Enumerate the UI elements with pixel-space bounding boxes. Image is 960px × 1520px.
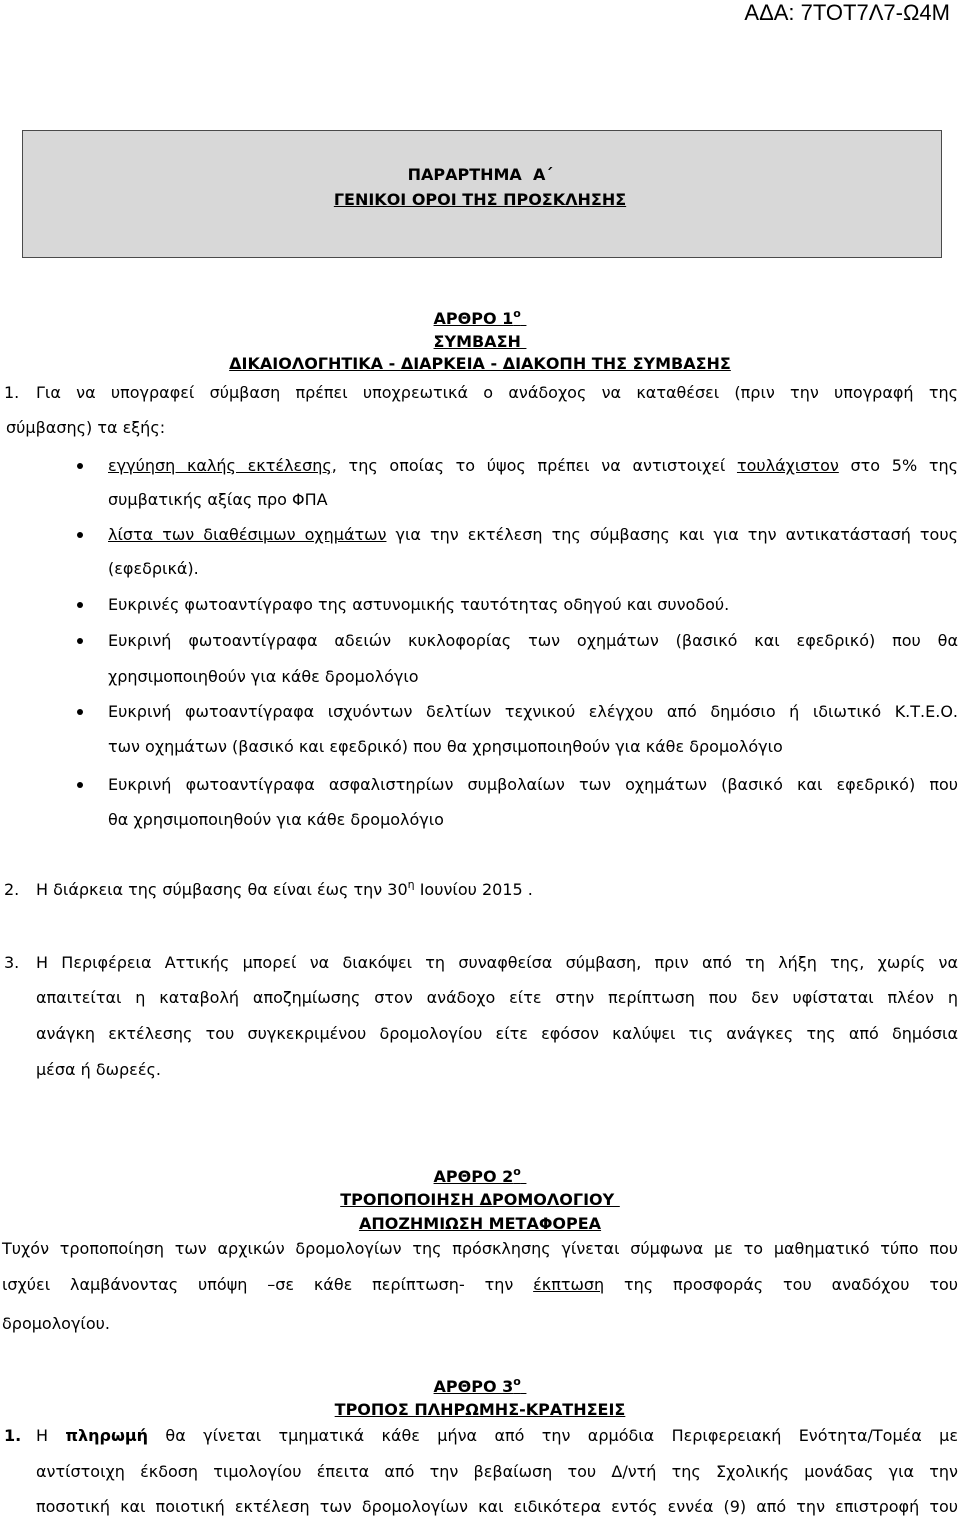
item1-line-1: Για να υπογραφεί σύμβαση πρέπει υποχρεωτικά ο ανάδοχος να καταθέσει (πριν την υπογραφή της (36, 383, 958, 402)
requirement-1-underlined-2: τουλάχιστον (736, 456, 839, 475)
item2-text-end: Ιουνίου 2015 . (414, 880, 533, 899)
annex-subtitle (0, 190, 960, 210)
bullet-icon (77, 782, 83, 788)
bullet-icon (77, 602, 83, 608)
article3-item1-text-end: θα γίνεται τμηματικά κάθε μήνα από την αρμόδια Περιφερειακή Ενότητα/Τομέα με (148, 1426, 958, 1445)
item2-sup: η (407, 878, 415, 891)
requirement-4-line-2: χρησιμοποιηθούν για κάθε δρομολόγιο (108, 667, 419, 686)
article1-heading-label: ΑΡΘΡΟ 1 (433, 309, 514, 328)
requirement-1-line-2: συμβατικής αξίας προ ΦΠΑ (108, 490, 328, 509)
article2-line-1: Τυχόν τροποποίηση των αρχικών δρομολογίων της πρόσκλησης γίνεται σύμφωνα με το μαθηματικό τύπο που (2, 1239, 958, 1258)
article1-subtitle-text: ΔΙΚΑΙΟΛΟΓΗΤΙΚΑ - ΔΙΑΡΚΕΙΑ - ΔΙΑΚΟΠΗ ΤΗΣ ΣΥΜΒΑΣΗΣ (229, 354, 731, 373)
article3-item1-line-2: αντίστοιχη έκδοση τιμολογίου έπειτα από την βεβαίωση του Δ/ντή της Σχολικής μονάδας για την (36, 1462, 958, 1481)
requirement-4-line-1: Ευκρινή φωτοαντίγραφα αδειών κυκλοφορίας των οχημάτων (βασικό και εφεδρικό) που θα (108, 631, 958, 650)
bullet-icon (77, 463, 83, 469)
annex-title: ΠΑΡΑΡΤΗΜΑ Α΄ (407, 165, 553, 184)
requirement-3-line-1: Ευκρινές φωτοαντίγραφο της αστυνομικής ταυτότητας οδηγού και συνοδού. (108, 595, 730, 614)
article2-line-2 (2, 1275, 958, 1295)
article2-title (0, 1190, 960, 1210)
article2-discount-term: έκπτωση (533, 1275, 605, 1294)
article1-title-text: ΣΥΜΒΑΣΗ (433, 332, 527, 351)
article2-heading-label: ΑΡΘΡΟ 2 (433, 1167, 514, 1186)
item1-line-2: σύμβασης) τα εξής: (6, 418, 166, 437)
requirement-2-text: για την εκτέλεση της σύμβασης και για την αντικατάστασή τους (386, 525, 958, 544)
article1-title (0, 332, 960, 352)
requirement-2-underlined: λίστα των διαθέσιμων οχημάτων (108, 525, 387, 544)
requirement-1-text-2: στο 5% της (838, 456, 959, 475)
article3-heading (0, 1377, 960, 1397)
item3-line-2: απαιτείται η καταβολή αποζημίωσης στον ανάδοχο είτε στην περίπτωση που δεν υφίσταται πλέον η (36, 988, 958, 1007)
article2-heading (0, 1167, 960, 1187)
article3-item1-line-1 (36, 1426, 958, 1446)
item3-line-4: μέσα ή δωρεές. (36, 1060, 161, 1079)
item2-text: Η διάρκεια της σύμβασης θα είναι έως την 30 (36, 880, 408, 899)
article2-line-2-text-end: της προσφοράς του αναδόχου του (604, 1275, 958, 1294)
article3-title-text: ΤΡΟΠΟΣ ΠΛΗΡΩΜΗΣ-ΚΡΑΤΗΣΕΙΣ (334, 1400, 626, 1419)
bullet-icon (77, 638, 83, 644)
bullet-icon (77, 709, 83, 715)
article3-heading-label: ΑΡΘΡΟ 3 (433, 1377, 514, 1396)
item3-line-1: Η Περιφέρεια Αττικής μπορεί να διακόψει τη συναφθείσα σύμβαση, πριν από τη λήξη της, χωρίς να (36, 953, 958, 972)
item1-number: 1. (4, 383, 20, 402)
article3-payment-term: πληρωμή (65, 1426, 149, 1445)
article2-subtitle (0, 1214, 960, 1234)
article2-heading-sup: ο (513, 1165, 521, 1178)
article1-heading-text (434, 309, 527, 328)
requirement-1-text: , της οποίας το ύψος πρέπει να αντιστοιχεί (331, 456, 737, 475)
requirement-6-line-2: θα χρησιμοποιηθούν για κάθε δρομολόγιο (108, 810, 444, 829)
article3-item1-number: 1. (4, 1426, 22, 1445)
article3-heading-text (434, 1377, 527, 1396)
bullet-icon (77, 532, 83, 538)
article2-subtitle-text: ΑΠΟΖΗΜΙΩΣΗ ΜΕΤΑΦΟΡΕΑ (358, 1214, 602, 1233)
article2-title-text: ΤΡΟΠΟΠΟΙΗΣΗ ΔΡΟΜΟΛΟΓΙΟΥ (340, 1190, 620, 1209)
article1-heading (0, 309, 960, 329)
requirement-1-underlined: εγγύηση καλής εκτέλεσης (108, 456, 332, 475)
article1-heading-sup: ο (513, 307, 521, 320)
requirement-6-line-1: Ευκρινή φωτοαντίγραφα ασφαλιστηρίων συμβολαίων των οχημάτων (βασικό και εφεδρικό) που (108, 775, 958, 794)
item3-number: 3. (4, 953, 20, 972)
article2-line-3: δρομολογίου. (2, 1314, 110, 1333)
article3-heading-sup: ο (513, 1375, 521, 1388)
requirement-5-line-1: Ευκρινή φωτοαντίγραφα ισχυόντων δελτίων τεχνικού ελέγχου από δημόσιο ή ιδιωτικό Κ.Τ.Ε.Ο. (108, 702, 958, 721)
item2-line (36, 880, 958, 900)
article3-title (0, 1400, 960, 1420)
item2-number: 2. (4, 880, 20, 899)
article3-item1-text: Η (36, 1426, 66, 1445)
article1-subtitle (0, 354, 960, 374)
requirement-5-line-2: των οχημάτων (βασικό και εφεδρικό) που θα χρησιμοποιηθούν για κάθε δρομολόγιο (108, 737, 783, 756)
ada-code: ΑΔΑ: 7ΤΟΤ7Λ7-Ω4Μ (744, 0, 950, 25)
article3-item1-line-3: ποσοτική και ποιοτική εκτέλεση των δρομολογίων και ειδικότερα εντός εννέα (9) από την επιστροφή του (36, 1497, 958, 1516)
annex-subtitle-text: ΓΕΝΙΚΟΙ ΟΡΟΙ ΤΗΣ ΠΡΟΣΚΛΗΣΗΣ (333, 190, 627, 209)
article2-heading-text (434, 1167, 527, 1186)
article2-line-2-text: ισχύει λαμβάνοντας υπόψη –σε κάθε περίπτωση- την (2, 1275, 534, 1294)
requirement-1-line-1 (108, 456, 958, 476)
requirement-2-line-2: (εφεδρικά). (108, 559, 199, 578)
requirement-2-line-1 (108, 525, 958, 545)
item3-line-3: ανάγκη εκτέλεσης του συγκεκριμένου δρομολογίου είτε εφόσον καλύψει τις ανάγκες της από δημόσια (36, 1024, 958, 1043)
